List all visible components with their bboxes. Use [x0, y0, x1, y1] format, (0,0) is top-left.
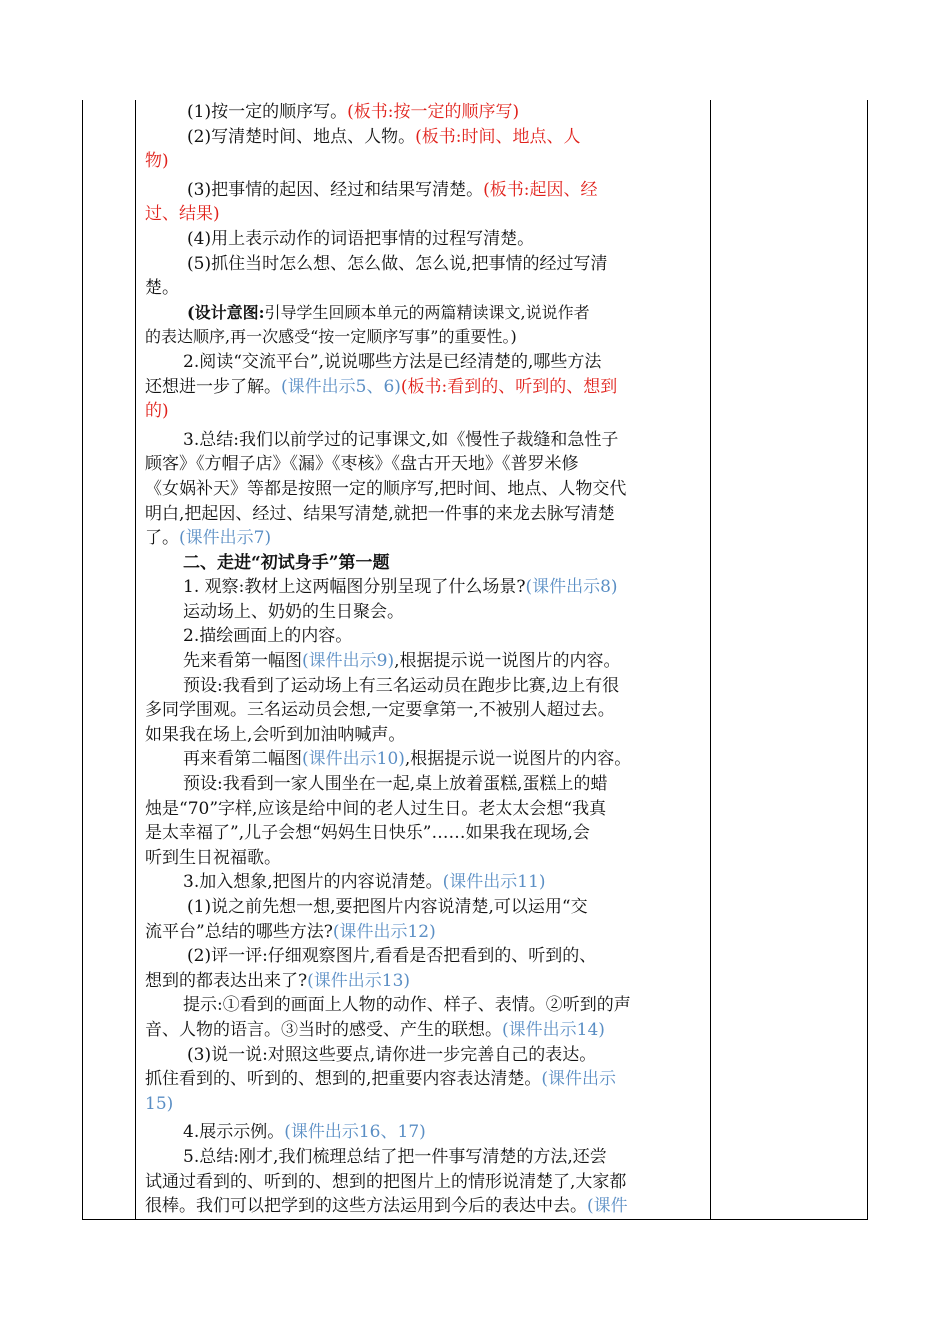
- line-text: 再来看第二幅图: [183, 749, 302, 770]
- lesson-line: [145, 944, 709, 969]
- line-text: 预设:我看到了运动场上有三名运动员在跑步比赛,边上有很: [183, 675, 620, 696]
- line-text: (2)写清楚时间、地点、人物。: [187, 126, 416, 147]
- lesson-line: [145, 375, 709, 400]
- line-text: 试通过看到的、听到的、想到的把图片上的情形说清楚了,大家都: [145, 1171, 627, 1192]
- blackboard-note: (板书:起因、经: [483, 179, 598, 200]
- lesson-line: [145, 452, 709, 477]
- lesson-line: [145, 227, 709, 252]
- courseware-note: (课件出示: [541, 1069, 617, 1090]
- line-text: 流平台”总结的哪些方法?: [145, 921, 333, 942]
- lesson-line: [145, 178, 709, 203]
- line-text: 很棒。我们可以把学到的这些方法运用到今后的表达中去。: [145, 1196, 587, 1217]
- section-heading: [145, 551, 709, 576]
- line-text: (3)把事情的起因、经过和结果写清楚。: [187, 179, 484, 200]
- lesson-line: [145, 149, 709, 174]
- line-text: (2)评一评:仔细观察图片,看看是否把看到的、听到的、: [187, 946, 597, 967]
- courseware-note: (课件出示11): [442, 872, 546, 893]
- lesson-line: [145, 1120, 709, 1145]
- blackboard-note: 物): [145, 151, 169, 172]
- line-text: 运动场上、奶奶的生日聚会。: [183, 601, 404, 622]
- line-text: 1. 观察:教材上这两幅图分别呈现了什么场景?: [183, 577, 526, 598]
- table-border-bottom: [82, 1219, 868, 1220]
- design-intent-label: (设计意图:: [187, 302, 265, 322]
- table-divider-1: [135, 100, 136, 1220]
- lesson-table: [82, 100, 868, 1220]
- lesson-line: [145, 1043, 709, 1068]
- lesson-line: [145, 747, 709, 772]
- lesson-line: [145, 526, 709, 551]
- line-text: 3.加入想象,把图片的内容说清楚。: [183, 872, 443, 893]
- line-text: 5.总结:刚才,我们梳理总结了把一件事写清楚的方法,还尝: [183, 1146, 607, 1167]
- line-text: 了。: [145, 528, 179, 549]
- courseware-note: (课件出示12): [332, 921, 436, 942]
- line-text: 预设:我看到一家人围坐在一起,桌上放着蛋糕,蛋糕上的蜡: [183, 774, 608, 795]
- line-text: 抓住看到的、听到的、想到的,把重要内容表达清楚。: [145, 1069, 542, 1090]
- blackboard-note: (板书:按一定的顺序写): [347, 102, 520, 122]
- line-text: (1)按一定的顺序写。: [187, 102, 348, 122]
- line-text: (5)抓住当时怎么想、怎么做、怎么说,把事情的经过写清: [187, 253, 608, 274]
- line-text: 顾客》《方帽子店》《漏》《枣核》《盘古开天地》《普罗米修: [145, 454, 579, 475]
- lesson-line: [145, 797, 709, 822]
- courseware-note: (课件出示5、6): [281, 376, 401, 397]
- courseware-note: (课件出示14): [502, 1019, 605, 1040]
- line-text: 还想进一步了解。: [145, 376, 281, 397]
- blackboard-note: 过、结果): [145, 204, 220, 225]
- line-text: 3.总结:我们以前学过的记事课文,如《慢性子裁缝和急性子: [183, 429, 619, 450]
- line-text: 如果我在场上,会听到加油呐喊声。: [145, 724, 406, 745]
- lesson-line: [145, 1018, 709, 1043]
- lesson-line: [145, 649, 709, 674]
- lesson-line: [145, 600, 709, 625]
- line-text: 想到的都表达出来了?: [145, 970, 308, 991]
- table-border-left: [82, 100, 83, 1220]
- lesson-line: [145, 1194, 709, 1219]
- courseware-note: (课件出示8): [525, 577, 618, 598]
- lesson-line: [145, 1092, 709, 1117]
- courseware-note: (课件出示10): [302, 749, 405, 770]
- line-text: 提示:①看到的画面上人物的动作、样子、表情。②听到的声: [183, 995, 631, 1016]
- line-text: 多同学围观。三名运动员会想,一定要拿第一,不被别人超过去。: [145, 700, 615, 721]
- lesson-line: [145, 698, 709, 723]
- line-text: 先来看第一幅图: [183, 651, 302, 672]
- lesson-line: [145, 1067, 709, 1092]
- line-text: 明白,把起因、经过、结果写清楚,就把一件事的来龙去脉写清楚: [145, 503, 615, 524]
- table-border-right: [867, 100, 868, 1220]
- line-text: 4.展示示例。: [183, 1122, 285, 1143]
- lesson-line: [145, 969, 709, 994]
- line-text: (1)说之前先想一想,要把图片内容说清楚,可以运用“交: [187, 897, 588, 917]
- lesson-line: [145, 821, 709, 846]
- line-text: 听到生日祝福歌。: [145, 847, 281, 868]
- line-text: 2.描绘画面上的内容。: [183, 626, 353, 647]
- lesson-line: [145, 846, 709, 871]
- lesson-line: [145, 870, 709, 895]
- line-text: 楚。: [145, 278, 179, 299]
- blackboard-note: (板书:看到的、听到的、想到: [400, 376, 618, 397]
- line-text: 音、人物的语言。③当时的感受、产生的联想。: [145, 1019, 502, 1040]
- courseware-note: 15): [145, 1093, 174, 1114]
- courseware-note: (课件出示16、17): [284, 1122, 426, 1143]
- line-text: 引导学生回顾本单元的两篇精读课文,说说作者: [264, 302, 590, 322]
- lesson-line: [145, 920, 709, 945]
- lesson-line: [145, 772, 709, 797]
- lesson-content-cell: [145, 100, 709, 1219]
- lesson-line: [145, 674, 709, 699]
- blackboard-note: (板书:时间、地点、人: [415, 126, 581, 147]
- line-text: 的表达顺序,再一次感受“按一定顺序写事”的重要性。): [145, 327, 517, 347]
- lesson-line: [145, 125, 709, 150]
- lesson-line: [145, 276, 709, 301]
- lesson-line: [145, 252, 709, 277]
- lesson-line: [145, 325, 709, 350]
- lesson-line: [145, 723, 709, 748]
- line-text: 《女娲补天》等都是按照一定的顺序写,把时间、地点、人物交代: [145, 478, 627, 499]
- line-text: (3)说一说:对照这些要点,请你进一步完善自己的表达。: [187, 1044, 597, 1065]
- line-text: 烛是“70”字样,应该是给中间的老人过生日。老太太会想“我真: [145, 798, 607, 819]
- line-text: 2.阅读“交流平台”,说说哪些方法是已经清楚的,哪些方法: [183, 351, 602, 372]
- lesson-line: [145, 1170, 709, 1195]
- table-divider-2: [710, 100, 711, 1220]
- lesson-line: [145, 502, 709, 527]
- line-text: 二、走进“初试身手”第一题: [183, 552, 390, 573]
- lesson-line: [145, 399, 709, 424]
- lesson-line: [145, 301, 709, 326]
- lesson-line: [145, 895, 709, 920]
- line-text: (4)用上表示动作的词语把事情的过程写清楚。: [187, 228, 535, 249]
- courseware-note: (课件出示9): [302, 651, 395, 672]
- lesson-line: [145, 100, 709, 125]
- lesson-line: [145, 202, 709, 227]
- courseware-note: (课件出示13): [307, 970, 411, 991]
- courseware-note: (课件: [587, 1196, 628, 1217]
- lesson-line: [145, 350, 709, 375]
- line-text: 是太幸福了”,儿子会想“妈妈生日快乐”……如果我在现场,会: [145, 823, 590, 844]
- lesson-line: [145, 1145, 709, 1170]
- lesson-line: [145, 428, 709, 453]
- line-text: ,根据提示说一说图片的内容。: [394, 651, 621, 672]
- lesson-line: [145, 477, 709, 502]
- courseware-note: (课件出示7): [179, 528, 272, 549]
- lesson-line: [145, 575, 709, 600]
- blackboard-note: 的): [145, 401, 169, 422]
- lesson-line: [145, 624, 709, 649]
- line-text: ,根据提示说一说图片的内容。: [404, 749, 632, 770]
- lesson-line: [145, 993, 709, 1018]
